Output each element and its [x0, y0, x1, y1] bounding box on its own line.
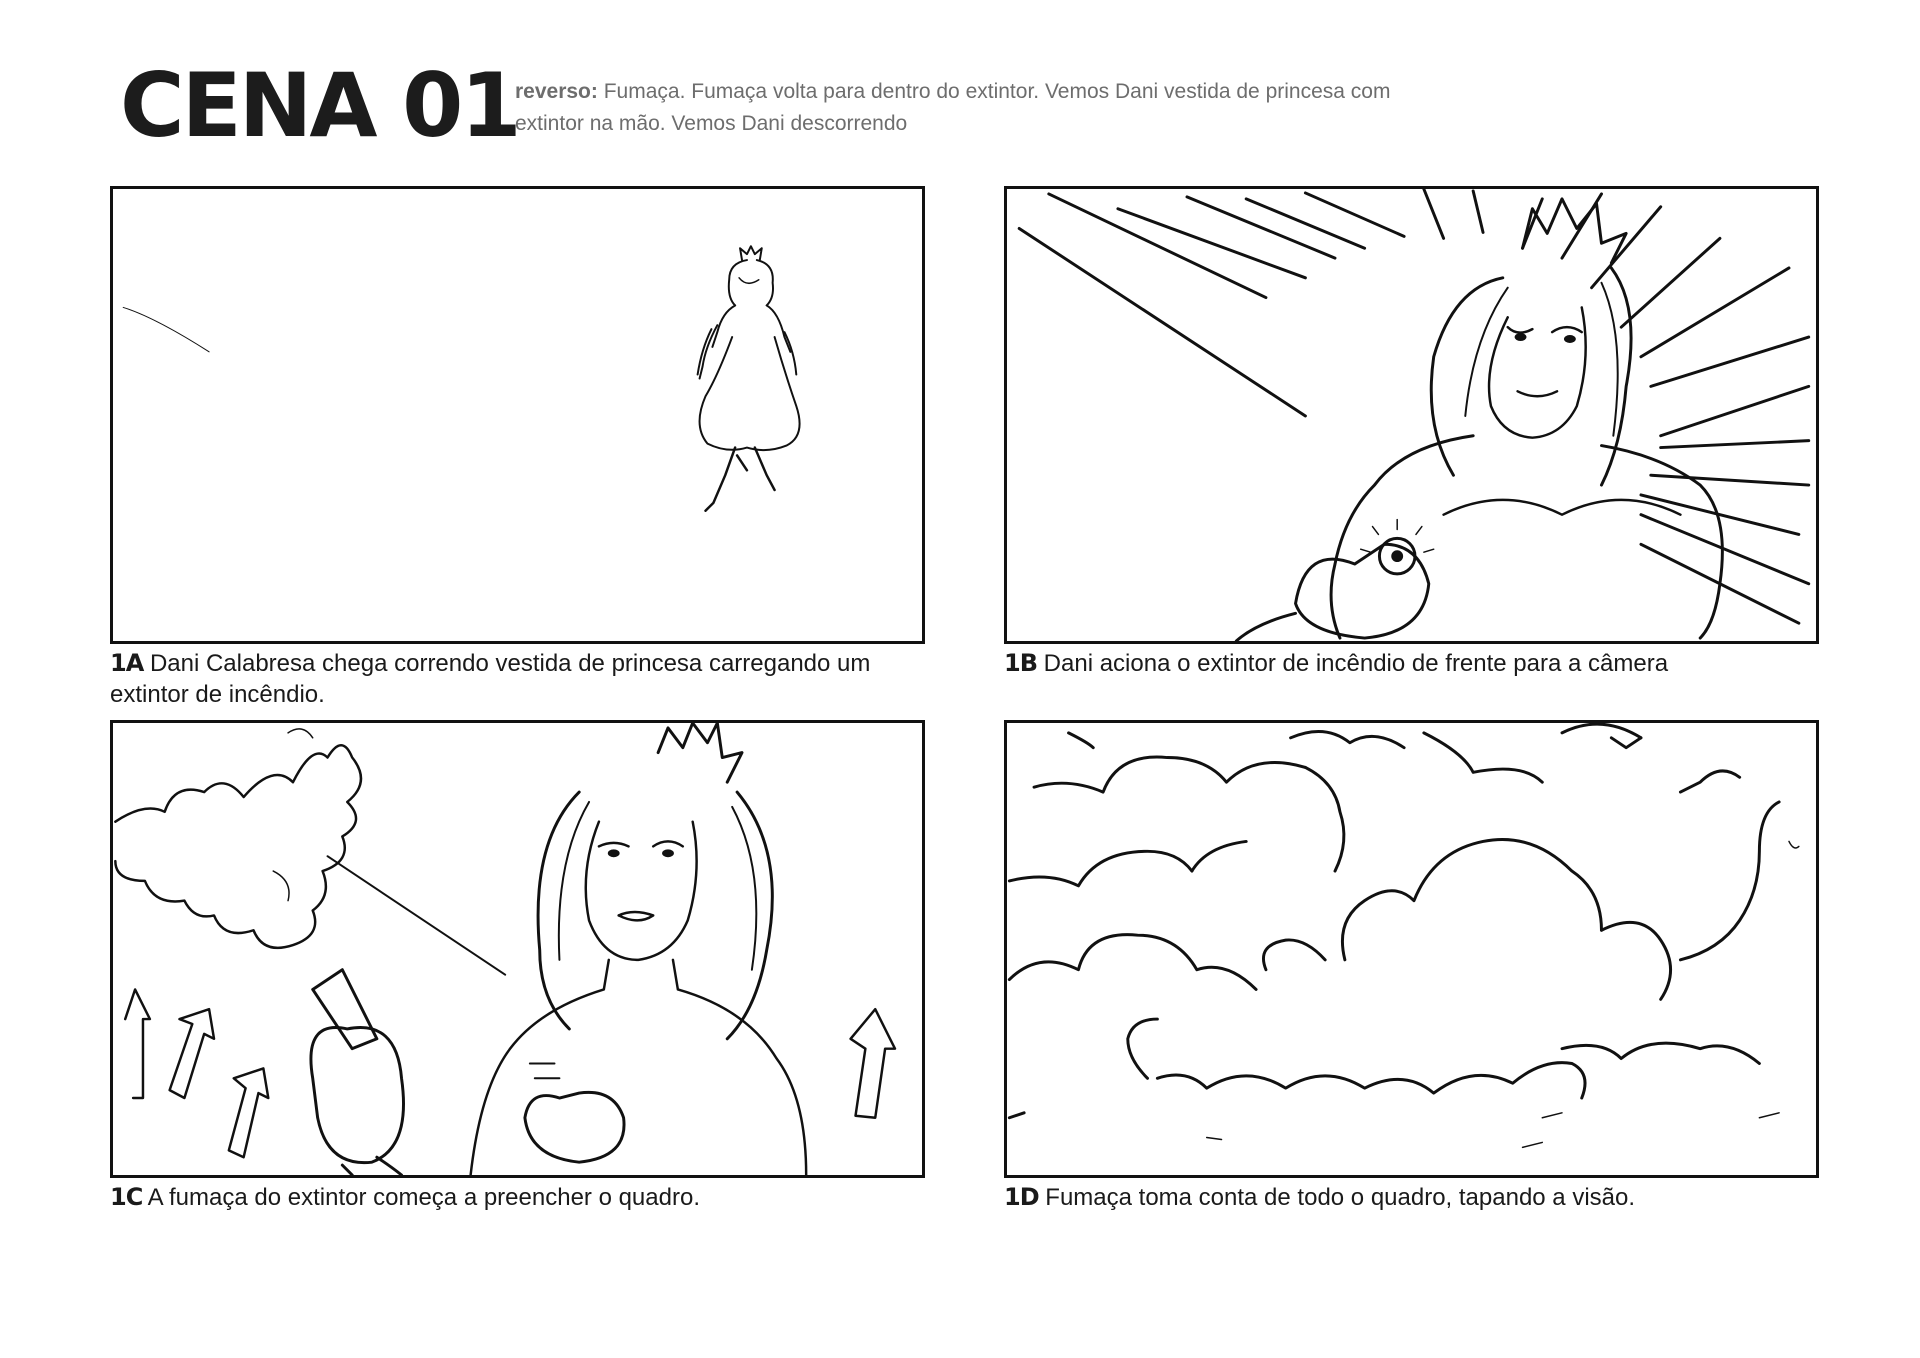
panel-caption-1a — [110, 648, 930, 710]
clouds-full-frame-sketch-icon — [1007, 723, 1816, 1175]
panel-caption-1b — [1004, 648, 1824, 679]
panel-caption-text-1c: A fumaça do extintor começa a preencher o quadro. — [142, 1184, 700, 1211]
panel-caption-text-1b: Dani aciona o extintor de incêndio de frente para a câmera — [1037, 650, 1669, 677]
panel-code-1c: 1C — [110, 1183, 143, 1211]
panel-caption-text-1d: Fumaça toma conta de todo o quadro, tapando a visão. — [1038, 1184, 1636, 1211]
panel-code-1d: 1D — [1004, 1183, 1039, 1211]
storyboard-panel-1b — [1004, 186, 1819, 644]
scene-description-text: Fumaça. Fumaça volta para dentro do extintor. Vemos Dani vestida de princesa com extintor na mão. Vemos Dani descorrendo — [515, 80, 1391, 135]
princess-running-sketch-icon — [113, 189, 922, 641]
storyboard-panel-1d — [1004, 720, 1819, 1178]
princess-extinguisher-closeup-sketch-icon — [1007, 189, 1816, 641]
smoke-filling-frame-sketch-icon — [113, 723, 922, 1175]
panel-caption-1d — [1004, 1182, 1824, 1213]
panel-caption-text-1a: Dani Calabresa chega correndo vestida de princesa carregando um extintor de incêndio. — [110, 650, 871, 708]
scene-description — [515, 76, 1415, 140]
panel-code-1b: 1B — [1004, 649, 1037, 677]
scene-description-lead: reverso: — [515, 80, 598, 103]
scene-title: CENA 01 — [120, 54, 519, 157]
panel-caption-1c — [110, 1182, 930, 1213]
storyboard-panel-1a — [110, 186, 925, 644]
storyboard-panel-1c — [110, 720, 925, 1178]
panel-code-1a: 1A — [110, 649, 144, 677]
